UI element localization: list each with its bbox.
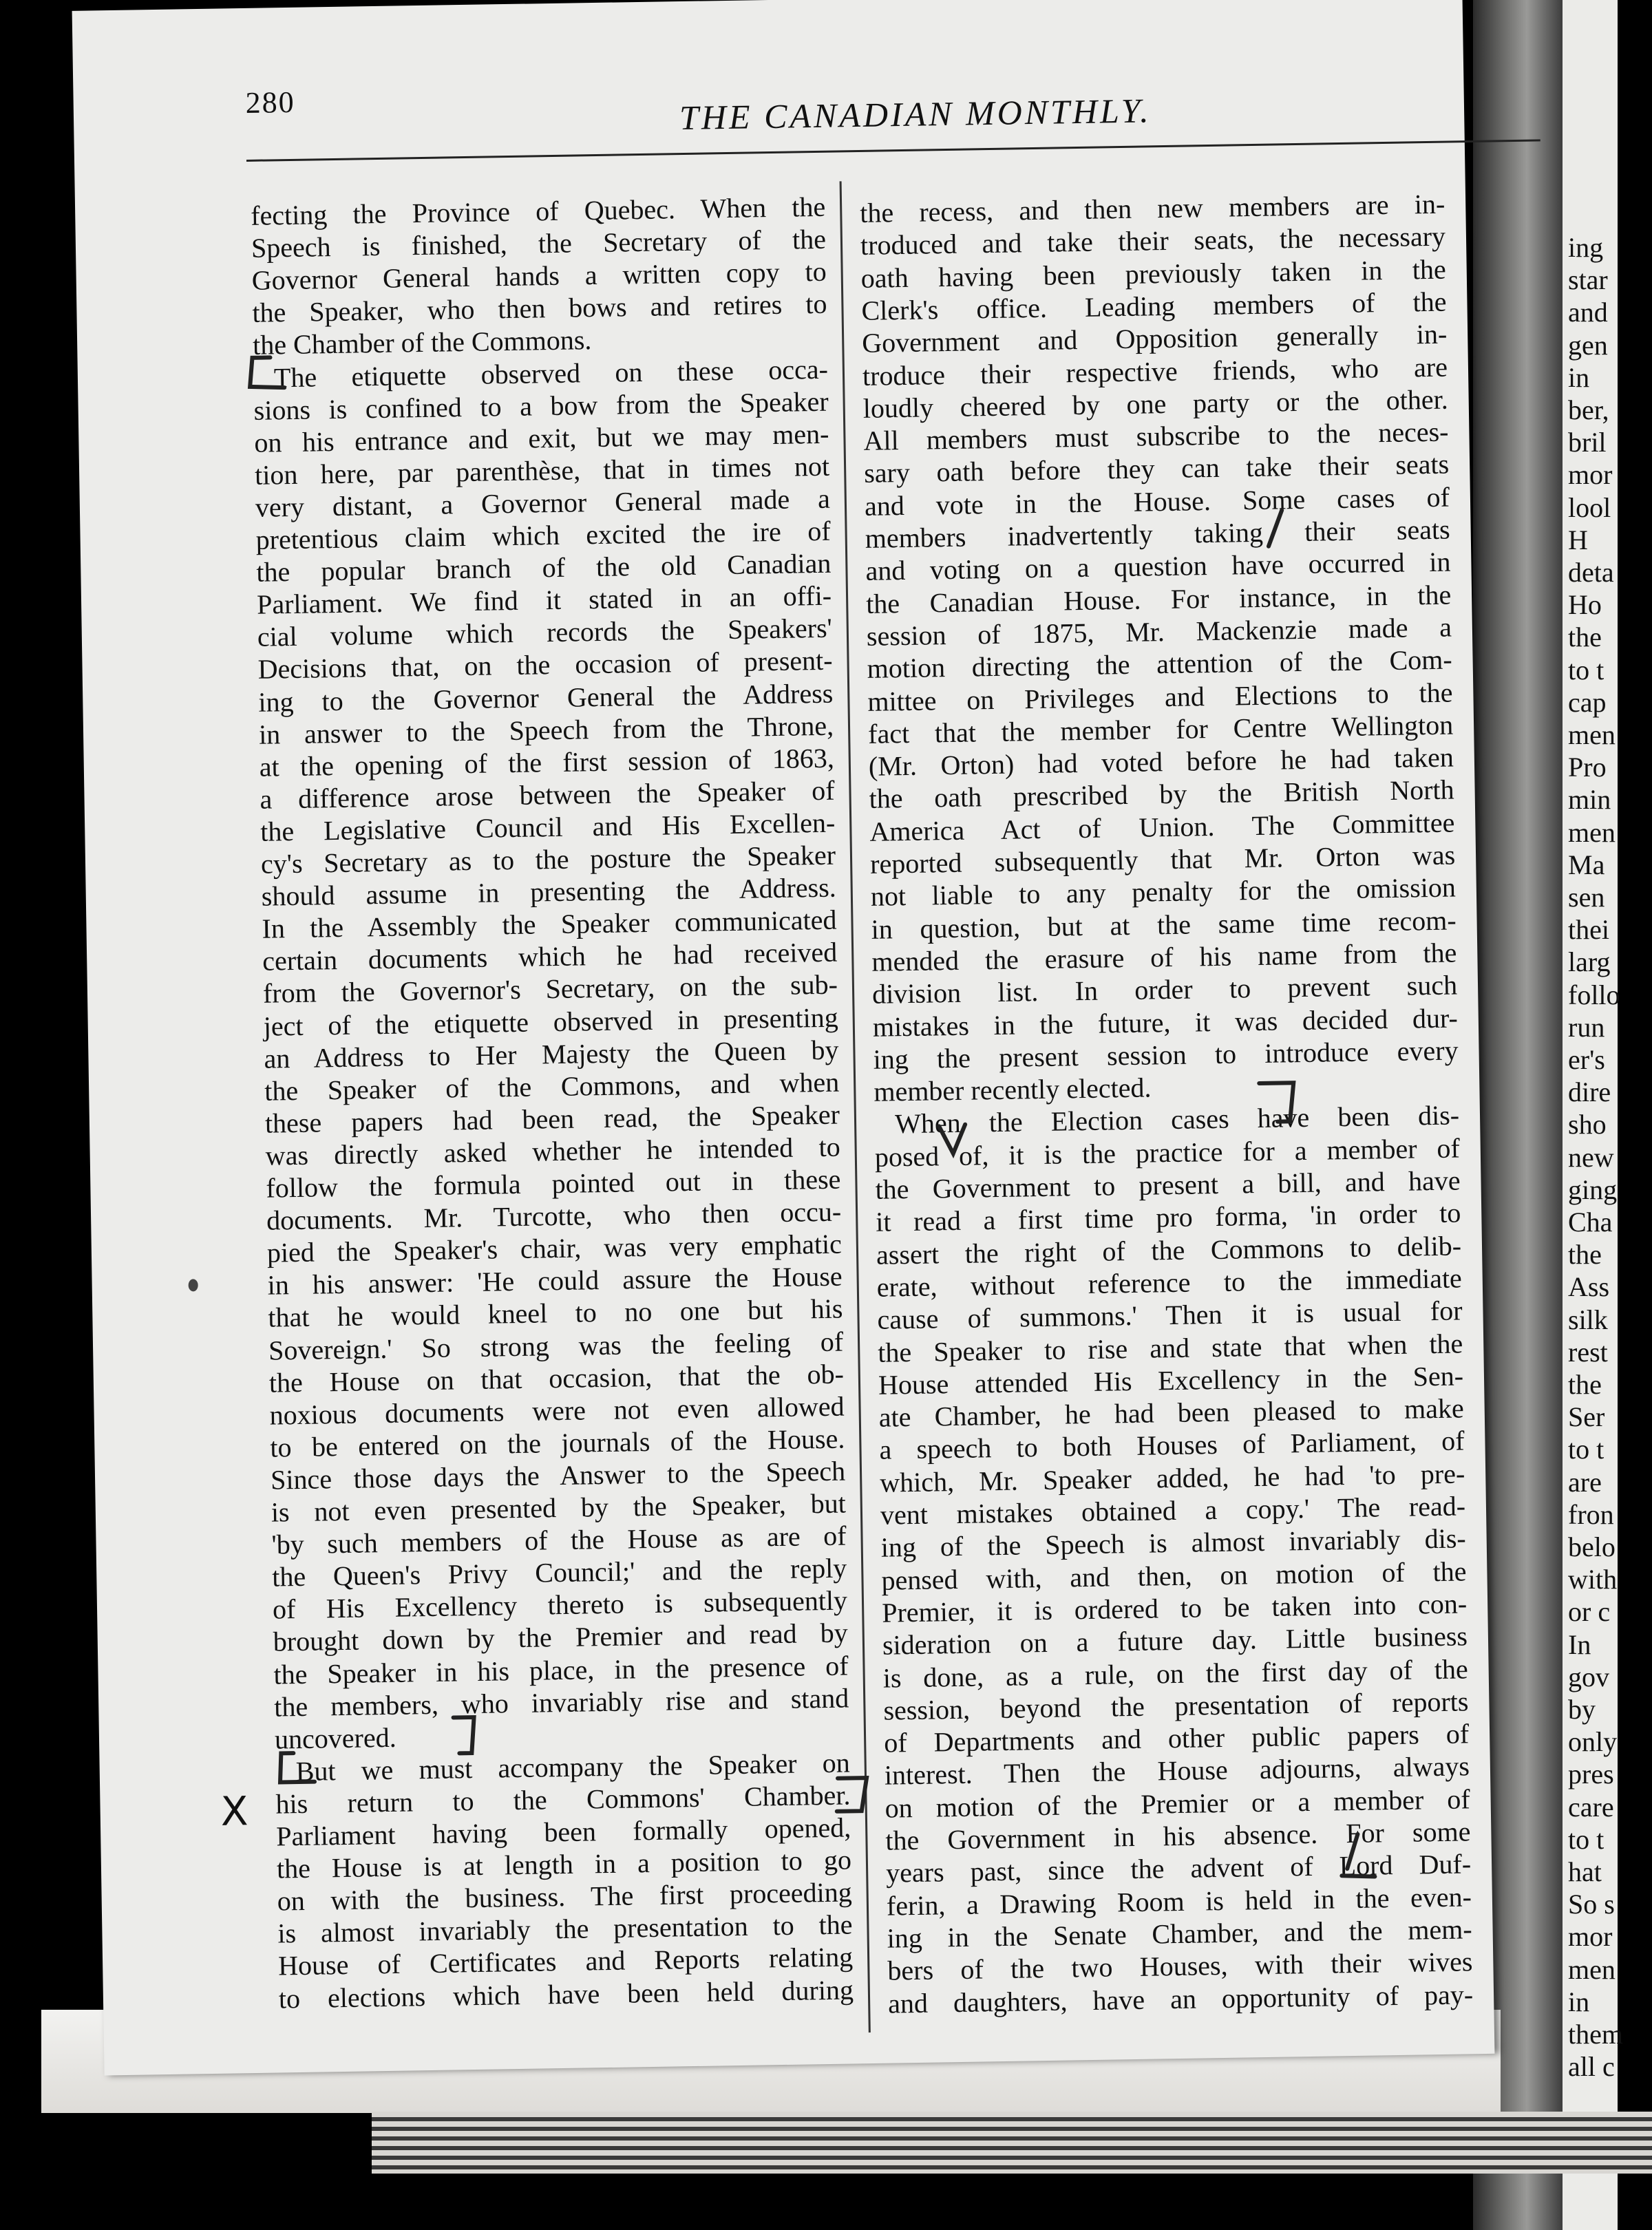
- text-line: sary oath before they can take their seats: [863, 448, 1450, 489]
- facing-text-fragment: Cha: [1568, 1207, 1613, 1238]
- text-line: ing the present session to introduce every: [873, 1034, 1459, 1075]
- text-line: is not even presented by the Speaker, but: [271, 1487, 847, 1528]
- facing-text-fragment: new: [1568, 1141, 1614, 1173]
- text-line: session, beyond the presentation of reports: [883, 1686, 1469, 1726]
- text-line: not liable to any penalty for the omission: [870, 871, 1457, 913]
- text-line: sideration on a future day. Little business: [882, 1620, 1468, 1661]
- facing-text-fragment: sho: [1568, 1109, 1607, 1140]
- text-line: mistakes in the future, it was decided dur-: [872, 1001, 1459, 1043]
- facing-text-fragment: men: [1568, 816, 1616, 848]
- text-line: the House on that occasion, that the ob-: [268, 1358, 845, 1399]
- text-line: But we must accompany the Speaker on: [295, 1747, 851, 1787]
- text-line: assert the right of the Commons to delib-: [876, 1230, 1462, 1271]
- facing-text-fragment: with: [1568, 1564, 1618, 1595]
- text-line: uncovered.: [274, 1721, 396, 1755]
- facing-text-fragment: by: [1568, 1694, 1596, 1725]
- facing-text-fragment: larg: [1568, 946, 1611, 978]
- text-line: these papers had been read, the Speaker: [264, 1098, 840, 1139]
- text-line: ject of the etiquette observed in presenting: [263, 1001, 839, 1042]
- facing-text-fragment: men: [1568, 719, 1616, 750]
- facing-text-fragment: to t: [1568, 1823, 1605, 1855]
- facing-text-fragment: or c: [1568, 1596, 1611, 1628]
- text-line: 'by such members of the House as are of: [271, 1520, 847, 1560]
- facing-text-fragment: pres: [1568, 1759, 1614, 1790]
- book-page: [72, 0, 1495, 2076]
- text-line: that he would kneel to no one but his: [268, 1293, 843, 1334]
- text-line: to be entered on the journals of the House.: [270, 1423, 845, 1463]
- pencil-bracket-mark: [932, 1119, 974, 1161]
- page-number: 280: [245, 85, 296, 120]
- facing-text-fragment: only: [1568, 1726, 1618, 1758]
- facing-text-fragment: to t: [1568, 654, 1605, 686]
- text-line: should assume in presenting the Address.: [261, 871, 837, 912]
- facing-text-fragment: Ass: [1568, 1271, 1610, 1303]
- facing-text-fragment: Ser: [1568, 1401, 1605, 1433]
- text-line: noxious documents were not even allowed: [269, 1390, 845, 1431]
- pencil-bracket-mark: [829, 1771, 878, 1820]
- text-line: the members, who invariably rise and stand: [273, 1682, 849, 1723]
- text-line: posed of, it is the practice for a member of: [874, 1132, 1461, 1173]
- text-line: sions is confined to a bow from the Speaker: [253, 385, 829, 426]
- facing-text-fragment: gen: [1568, 329, 1608, 361]
- facing-text-fragment: the: [1568, 1239, 1602, 1271]
- text-line: very distant, a Governor General made a: [255, 482, 831, 523]
- text-line: member recently elected.: [873, 1072, 1152, 1107]
- facing-text-fragment: H: [1568, 524, 1588, 555]
- text-line: In the Assembly the Speaker communicated: [262, 904, 837, 944]
- facing-text-fragment: ging: [1568, 1174, 1618, 1205]
- text-line: The etiquette observed on these occa-: [273, 353, 829, 393]
- text-line: session of 1875, Mr. Mackenzie made a: [866, 611, 1452, 652]
- facing-text-fragment: So s: [1568, 1889, 1615, 1920]
- pencil-bracket-mark: [242, 352, 291, 394]
- running-head: THE CANADIAN MONTHLY.: [679, 91, 1152, 138]
- text-line: the House is at length in a position to go: [276, 1844, 852, 1884]
- text-line: troduced and take their seats, the necessary: [860, 220, 1446, 262]
- text-line: ferin, a Drawing Room is held in the even-: [886, 1880, 1472, 1922]
- text-line: on his entrance and exit, but we may men-: [254, 418, 829, 458]
- facing-text-fragment: Ho: [1568, 589, 1602, 621]
- text-line: Sovereign.' So strong was the feeling of: [268, 1326, 844, 1366]
- text-line: documents. Mr. Turcotte, who then occu-: [266, 1196, 842, 1236]
- text-line: cy's Secretary as to the posture the Speaker: [260, 839, 836, 880]
- facing-text-fragment: thei: [1568, 914, 1609, 946]
- pencil-bracket-mark: [1254, 505, 1289, 553]
- text-line: ing in the Senate Chamber, and the mem-: [887, 1913, 1472, 1954]
- text-line: on motion of the Premier or a member of: [885, 1783, 1470, 1824]
- facing-text-fragment: care: [1568, 1791, 1614, 1823]
- facing-text-fragment: and: [1568, 297, 1608, 328]
- text-line: of His Excellency thereto is subsequently: [272, 1584, 848, 1625]
- text-line: ing of the Speech is almost invariably dis-: [880, 1522, 1467, 1564]
- facing-text-fragment: Ma: [1568, 849, 1605, 880]
- text-line: Decisions that, on the occasion of present-: [257, 645, 833, 686]
- facing-text-fragment: Pro: [1568, 752, 1607, 783]
- text-line: the Queen's Privy Council;' and the reply: [271, 1552, 847, 1593]
- ink-speck: [189, 1279, 198, 1291]
- text-line: bers of the two Houses, with their wives: [887, 1946, 1473, 1986]
- text-line: the Chamber of the Commons.: [252, 324, 592, 361]
- text-line: certain documents which he had received: [262, 936, 838, 977]
- text-line: erate, without reference to the immediate: [876, 1262, 1463, 1303]
- text-line: House of Certificates and Reports relating: [277, 1941, 854, 1982]
- text-line: Parliament having been formally opened,: [275, 1812, 851, 1852]
- header-rule: [246, 139, 1540, 162]
- text-line: ate Chamber, he had been pleased to make: [878, 1392, 1465, 1433]
- text-line: Since those days the Answer to the Speech: [270, 1455, 846, 1496]
- facing-text-fragment: fron: [1568, 1498, 1614, 1530]
- facing-text-fragment: are: [1568, 1466, 1602, 1498]
- text-line: the recess, and then new members are in-: [859, 188, 1446, 229]
- text-line: and voting on a question have occurred in: [865, 546, 1451, 587]
- text-line: mittee on Privileges and Elections to the: [867, 677, 1453, 717]
- text-line: Parliament. We find it stated in an offi-: [256, 580, 832, 620]
- text-line: members inadvertently taking their seats: [865, 513, 1450, 554]
- facing-text-fragment: silk: [1568, 1304, 1608, 1335]
- text-line: House attended His Excellency in the Sen-: [878, 1360, 1464, 1401]
- text-line: loudly cheered by one party or the other.: [862, 383, 1449, 424]
- text-line: the Speaker to rise and state that when the: [877, 1327, 1463, 1368]
- facing-text-fragment: ber,: [1568, 394, 1609, 425]
- text-line: the Speaker in his place, in the presence of: [273, 1649, 849, 1690]
- facing-text-fragment: in: [1568, 1986, 1590, 2017]
- text-line: in his answer: 'He could assure the House: [267, 1260, 843, 1301]
- facing-text-fragment: hat: [1568, 1856, 1602, 1887]
- text-line: tion here, par parenthèse, that in times not: [254, 450, 830, 491]
- facing-text-fragment: run: [1568, 1011, 1605, 1043]
- text-line: cial volume which records the Speakers': [257, 612, 833, 653]
- text-line: in answer to the Speech from the Throne,: [258, 710, 834, 750]
- margin-x-mark: X: [220, 1787, 248, 1835]
- facing-text-fragment: gov: [1568, 1661, 1609, 1692]
- text-line: When the Election cases have been dis-: [894, 1099, 1460, 1140]
- text-line: division list. In order to prevent such: [871, 969, 1458, 1010]
- text-line: Clerk's office. Leading members of the: [861, 286, 1447, 326]
- text-line: Premier, it is ordered to be taken into con-: [881, 1588, 1468, 1628]
- text-line: on with the business. The first proceeding: [277, 1876, 852, 1917]
- text-line: is almost invariably the presentation to the: [277, 1909, 853, 1949]
- facing-text-fragment: sen: [1568, 882, 1605, 913]
- pencil-bracket-mark: [1333, 1827, 1381, 1889]
- text-line: Government and Opposition generally in-: [861, 318, 1448, 359]
- text-line: was directly asked whether he intended to: [265, 1131, 840, 1171]
- facing-text-fragment: belo: [1568, 1531, 1616, 1562]
- facing-text-fragment: lool: [1568, 491, 1611, 523]
- pencil-bracket-mark: [446, 1712, 488, 1761]
- text-line: fecting the Province of Quebec. When the: [250, 191, 826, 231]
- text-line: the popular branch of the old Canadian: [256, 547, 832, 588]
- text-line: the Legislative Council and His Excellen-: [260, 807, 836, 847]
- text-line: oath having been previously taken in the: [860, 253, 1447, 294]
- text-line: fact that the member for Centre Wellington: [867, 709, 1454, 750]
- facing-text-fragment: them: [1568, 2019, 1623, 2050]
- pencil-bracket-mark: [273, 1748, 321, 1790]
- text-line: is done, as a rule, on the first day of the: [882, 1653, 1468, 1694]
- text-line: the Government to present a bill, and have: [875, 1165, 1461, 1205]
- text-line: the Government in his absence. For some: [885, 1816, 1471, 1856]
- facing-page: [1563, 0, 1623, 2230]
- facing-text-fragment: cap: [1568, 686, 1607, 718]
- text-line: pied the Speaker's chair, was very emphatic: [266, 1228, 843, 1268]
- facing-text-fragment: the: [1568, 1369, 1602, 1400]
- text-line: the oath prescribed by the British North: [869, 774, 1454, 815]
- text-line: to elections which have been held during: [278, 1973, 854, 2015]
- text-line: and vote in the House. Some cases of: [864, 481, 1450, 522]
- facing-text-fragment: dire: [1568, 1076, 1611, 1108]
- text-line: pretentious claim which excited the ire of: [255, 515, 831, 555]
- text-line: interest. Then the House adjourns, always: [884, 1750, 1470, 1792]
- facing-text-fragment: all c: [1568, 2051, 1615, 2083]
- text-line: ing to the Governor General the Address: [258, 677, 834, 718]
- text-line: reported subsequently that Mr. Orton was: [869, 839, 1456, 880]
- facing-text-fragment: mor: [1568, 1921, 1613, 1953]
- text-line: the Speaker, who then bows and retires to: [252, 288, 827, 329]
- page-edge-stack: [372, 2112, 1652, 2174]
- pencil-bracket-mark: [1252, 1076, 1308, 1132]
- facing-text-fragment: min: [1568, 784, 1611, 816]
- text-line: vent mistakes obtained a copy.' The read-: [880, 1490, 1466, 1531]
- facing-text-fragment: mor: [1568, 459, 1613, 491]
- text-line: years past, since the advent of Lord Duf-: [885, 1848, 1472, 1889]
- text-line: the Speaker of the Commons, and when: [264, 1066, 840, 1107]
- text-line: America Act of Union. The Committee: [869, 807, 1455, 847]
- text-line: brought down by the Premier and read by: [273, 1617, 849, 1657]
- text-line: an Address to Her Majesty the Queen by: [264, 1034, 839, 1074]
- text-line: at the opening of the first session of 1863,: [259, 742, 835, 783]
- text-line: his return to the Commons' Chamber.: [275, 1779, 851, 1820]
- facing-text-fragment: the: [1568, 622, 1602, 653]
- facing-text-fragment: in: [1568, 361, 1590, 393]
- text-line: All members must subscribe to the neces-: [863, 416, 1449, 456]
- facing-text-fragment: men: [1568, 1953, 1616, 1985]
- facing-text-fragment: star: [1568, 264, 1608, 296]
- facing-text-fragment: ing: [1568, 232, 1604, 263]
- text-line: pensed with, and then, on motion of the: [881, 1555, 1467, 1596]
- facing-text-fragment: rest: [1568, 1336, 1608, 1368]
- facing-text-fragment: bril: [1568, 427, 1607, 458]
- text-line: which, Mr. Speaker added, he had 'to pre-: [879, 1458, 1465, 1498]
- text-line: mended the erasure of his name from the: [871, 937, 1457, 977]
- text-line: from the Governor's Secretary, on the sub-: [262, 968, 838, 1010]
- text-line: the Canadian House. For instance, in the: [865, 579, 1452, 619]
- facing-text-fragment: to t: [1568, 1434, 1605, 1465]
- facing-text-fragment: In: [1568, 1628, 1591, 1660]
- text-line: a difference arose between the Speaker of: [260, 774, 835, 815]
- text-line: it read a first time pro forma, 'in order to: [875, 1197, 1461, 1238]
- facing-text-fragment: follo: [1568, 979, 1620, 1010]
- text-line: (Mr. Orton) had voted before he had taken: [868, 741, 1454, 782]
- text-line: cause of summons.' Then it is usual for: [877, 1295, 1463, 1335]
- facing-text-fragment: er's: [1568, 1044, 1605, 1075]
- text-line: Governor General hands a written copy to: [251, 255, 827, 297]
- text-line: of Departments and other public papers of: [883, 1718, 1470, 1759]
- text-line: motion directing the attention of the Com-: [867, 644, 1452, 685]
- text-line: troduce their respective friends, who are: [862, 351, 1448, 392]
- facing-text-fragment: deta: [1568, 557, 1614, 588]
- text-line: a speech to both Houses of Parliament, of: [879, 1425, 1465, 1466]
- text-line: Speech is finished, the Secretary of the: [251, 223, 827, 264]
- text-line: and daughters, have an opportunity of pay-: [887, 1978, 1474, 2019]
- text-line: in question, but at the same time recom-: [871, 904, 1457, 945]
- text-line: follow the formula pointed out in these: [266, 1163, 841, 1204]
